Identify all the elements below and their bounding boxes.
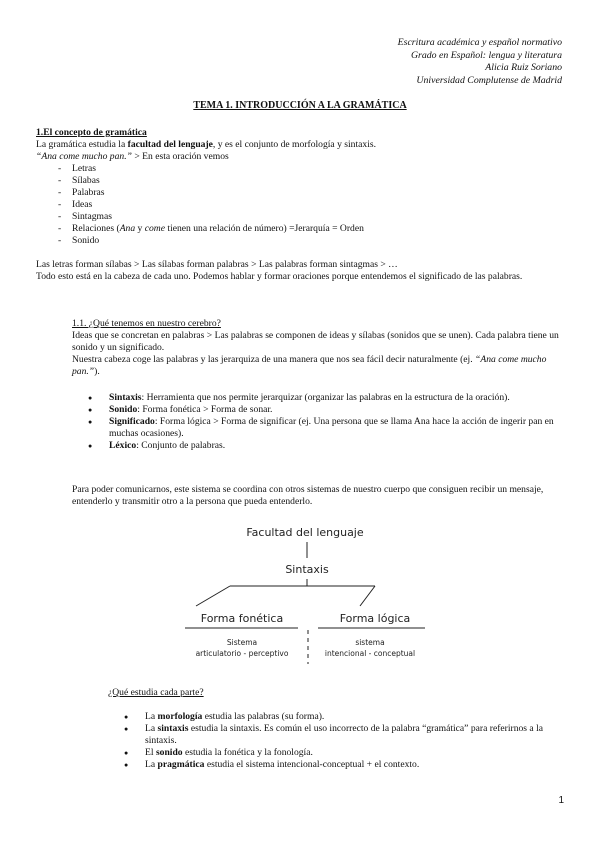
header-author: Alicia Ruiz Soriano	[485, 62, 562, 74]
diagram-left-sub2: articulatorio - perceptivo	[195, 649, 289, 658]
section-1-paragraph: Todo esto está en la cabeza de cada uno. Podemos hablar y formar oraciones porque entendemos el significado de las palabras.	[36, 271, 523, 282]
diagram-middle-label: Sintaxis	[285, 563, 329, 576]
document-header	[398, 37, 562, 87]
header-course: Escritura académica y español normativo	[397, 37, 562, 48]
section-1-1-heading: 1.1. ¿Qué tenemos en nuestro cerebro?	[72, 318, 221, 329]
list-item: ● Léxico: Conjunto de palabras.	[72, 440, 562, 452]
list-item: ● Significado: Forma lógica > Forma de significar (ej. Una persona que se llama Ana hace la acción de ingerir pan en muchas ocasiones).	[72, 416, 562, 440]
diagram-left-sub1: Sistema	[226, 638, 258, 647]
section-1-paragraph: Las letras forman sílabas > Las sílabas forman palabras > Las palabras forman sintagmas > …	[36, 259, 398, 270]
diagram-branch-right	[360, 586, 375, 606]
section-1-1	[72, 318, 562, 378]
list-item: - Letras	[36, 163, 566, 175]
list-item: ● Sintaxis: Herramienta que nos permite jerarquizar (organizar las palabras en la estructura de la oración).	[72, 392, 562, 404]
section-1-1-list	[72, 392, 562, 452]
section-parts	[108, 687, 558, 771]
section-1-1-paragraph: Ideas que se concretan en palabras > Las palabras se componen de ideas y sílabas (sonidos que se unen). Cada palabra tiene un sonido y un significado.	[72, 330, 559, 353]
list-item: ● El sonido estudia la fonética y la fonología.	[108, 747, 558, 759]
section-1-list	[36, 163, 566, 247]
section-parts-heading: ¿Qué estudia cada parte?	[108, 687, 204, 698]
list-item: ● La pragmática estudia el sistema intencional-conceptual + el contexto.	[108, 759, 558, 771]
diagram-branch-left	[196, 586, 230, 606]
list-item: - Palabras	[36, 187, 566, 199]
section-1-1-paragraph: Nuestra cabeza coge las palabras y las jerarquiza de una manera que nos sea fácil decir naturalmente (ej. “Ana come mucho pan.”).	[72, 354, 547, 377]
list-item: ● La morfología estudia las palabras (su forma).	[108, 711, 558, 723]
section-1-heading: 1.El concepto de gramática	[36, 127, 147, 138]
diagram-right-title: Forma lógica	[339, 612, 411, 625]
list-item: ● Sonido: Forma fonética > Forma de sonar.	[72, 404, 562, 416]
grammar-diagram	[170, 518, 440, 668]
page-number: 1	[558, 795, 564, 806]
section-1-1-closing: Para poder comunicarnos, este sistema se coordina con otros sistemas de nuestro cuerpo que consiguen recibir un mensaje, entenderlo y transmitir otro a la persona que pueda entenderlo.	[72, 484, 544, 507]
list-item-relaciones: - Relaciones (Ana y come tienen una relación de número) =Jerarquía = Orden	[36, 223, 566, 235]
list-item: - Sonido	[36, 235, 566, 247]
header-university: Universidad Complutense de Madrid	[416, 74, 562, 86]
section-1-intro: La gramática estudia la facultad del lenguaje, y es el conjunto de morfología y sintaxis.	[36, 139, 376, 150]
diagram-top-label: Facultad del lenguaje	[246, 526, 364, 539]
list-item: - Sintagmas	[36, 211, 566, 223]
list-item: - Ideas	[36, 199, 566, 211]
page-title: TEMA 1. INTRODUCCIÓN A LA GRAMÁTICA	[193, 100, 407, 111]
section-1-example: “Ana come mucho pan.” > En esta oración vemos	[36, 151, 229, 162]
header-degree: Grado en Español: lengua y literatura	[410, 49, 562, 61]
list-item: - Sílabas	[36, 175, 566, 187]
diagram-right-sub2: intencional - conceptual	[324, 649, 416, 658]
list-item: ● La sintaxis estudia la sintaxis. Es común el uso incorrecto de la palabra “gramática” para referirnos a la sintaxis.	[108, 723, 558, 747]
diagram-right-sub1: sistema	[355, 638, 385, 647]
diagram-left-title: Forma fonética	[200, 612, 284, 625]
section-1	[36, 127, 566, 283]
